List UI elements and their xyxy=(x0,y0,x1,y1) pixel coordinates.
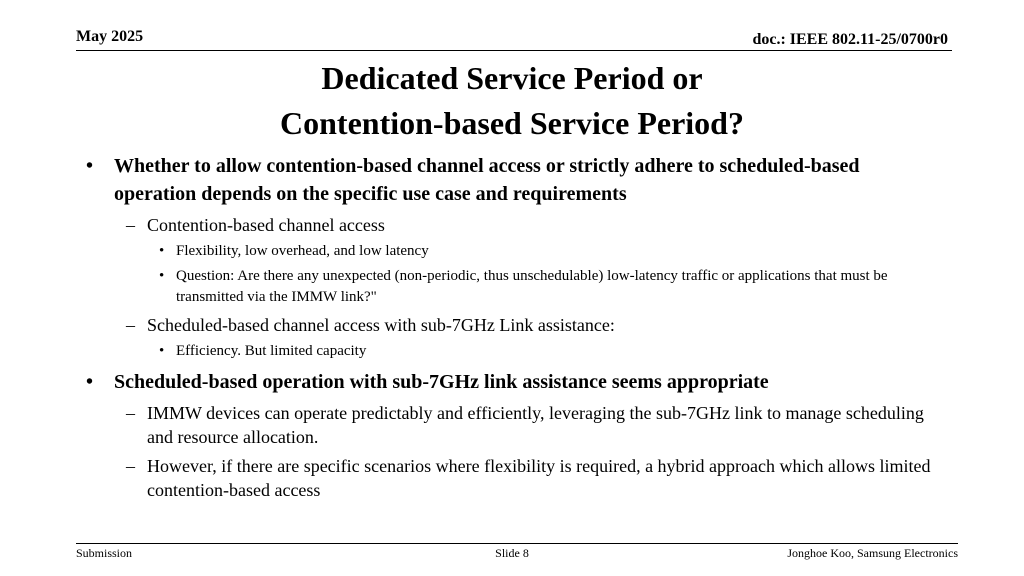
slide-title xyxy=(0,56,1024,146)
bullet-level2 xyxy=(86,313,946,337)
footer-submission: Submission xyxy=(76,546,133,560)
bullet-text: However, if there are specific scenarios where flexibility is required, a hybrid approach which allows limited contention-based access xyxy=(147,456,931,500)
bullet-text: Flexibility, low overhead, and low latency xyxy=(176,243,429,259)
bullet-level2 xyxy=(86,454,946,502)
bullet-text: Question: Are there any unexpected (non-periodic, thus unschedulable) low-latency traffic or applications that must be transmitted via the IMMW link?" xyxy=(176,268,888,305)
bullet-marker: • xyxy=(86,155,94,177)
title-line-2: Contention-based Service Period? xyxy=(280,105,744,141)
footer-slide-number: Slide 8 xyxy=(495,546,529,560)
bullet-marker: • xyxy=(86,371,94,393)
bullet-marker: • xyxy=(159,268,165,284)
dash-marker: – xyxy=(126,403,135,423)
bullet-text: IMMW devices can operate predictably and efficiently, leveraging the sub-7GHz link to manage scheduling and resource allocation. xyxy=(147,403,924,447)
bullet-text: Contention-based channel access xyxy=(147,215,385,235)
title-line-1: Dedicated Service Period or xyxy=(321,60,703,96)
dash-marker: – xyxy=(126,456,135,476)
dash-marker: – xyxy=(126,215,135,235)
bullet-level1 xyxy=(86,368,946,396)
footer-author: Jonghoe Koo, Samsung Electronics xyxy=(787,546,958,560)
bullet-level2 xyxy=(86,401,946,449)
header-divider xyxy=(76,50,952,51)
header-doc-id: doc.: IEEE 802.11-25/0700r0 xyxy=(752,31,948,48)
bullet-marker: • xyxy=(159,343,165,359)
bullet-level3 xyxy=(86,341,946,362)
bullet-level3 xyxy=(86,266,946,308)
bullet-text: Scheduled-based operation with sub-7GHz link assistance seems appropriate xyxy=(114,371,769,393)
footer-divider xyxy=(76,543,958,544)
bullet-level2 xyxy=(86,213,946,237)
bullet-level1 xyxy=(86,152,946,208)
bullet-text: Scheduled-based channel access with sub-7GHz Link assistance: xyxy=(147,315,615,335)
bullet-text: Efficiency. But limited capacity xyxy=(176,343,367,359)
bullet-text: Whether to allow contention-based channel access or strictly adhere to scheduled-based operation depends on the specific use case and requirements xyxy=(114,155,860,205)
bullet-level3 xyxy=(86,241,946,262)
slide-body xyxy=(86,152,946,502)
bullet-marker: • xyxy=(159,243,165,259)
header-date: May 2025 xyxy=(76,28,144,45)
dash-marker: – xyxy=(126,315,135,335)
